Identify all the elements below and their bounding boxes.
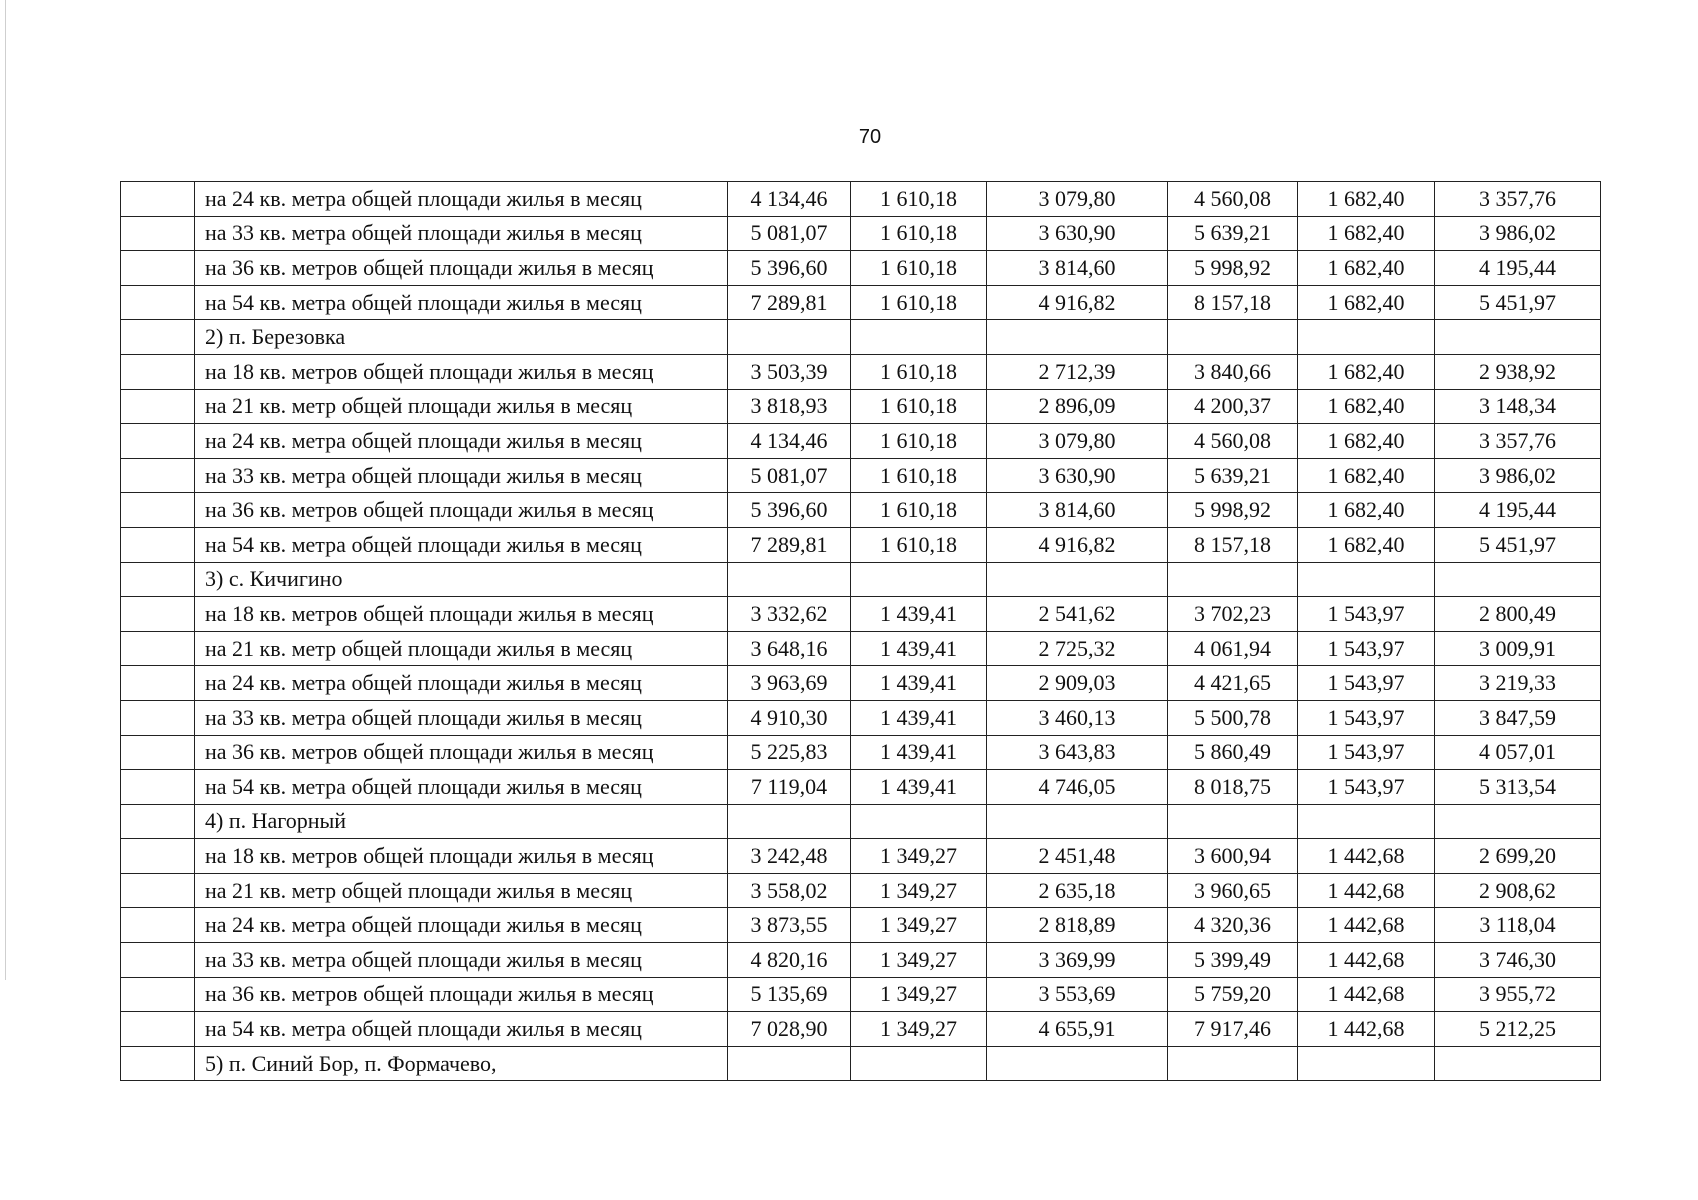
row-label: 3) с. Кичигино	[195, 562, 728, 597]
value-cell: 1 349,27	[851, 839, 987, 874]
value-cell: 3 986,02	[1435, 216, 1601, 251]
value-cell: 5 396,60	[728, 251, 851, 286]
value-cell: 2 896,09	[987, 389, 1168, 424]
value-cell	[1298, 320, 1435, 355]
row-number-cell	[121, 285, 195, 320]
value-cell	[1435, 1046, 1601, 1081]
row-label: на 21 кв. метр общей площади жилья в месяц	[195, 631, 728, 666]
value-cell: 2 800,49	[1435, 597, 1601, 632]
table-row	[121, 908, 1601, 943]
row-number-cell	[121, 320, 195, 355]
value-cell: 4 134,46	[728, 424, 851, 459]
value-cell: 1 682,40	[1298, 285, 1435, 320]
value-cell: 1 442,68	[1298, 839, 1435, 874]
value-cell: 3 553,69	[987, 977, 1168, 1012]
row-label: на 33 кв. метра общей площади жилья в месяц	[195, 458, 728, 493]
value-cell: 2 541,62	[987, 597, 1168, 632]
value-cell: 1 442,68	[1298, 873, 1435, 908]
value-cell: 7 028,90	[728, 1012, 851, 1047]
value-cell: 4 134,46	[728, 182, 851, 217]
row-number-cell	[121, 977, 195, 1012]
value-cell: 3 986,02	[1435, 458, 1601, 493]
table-row	[121, 216, 1601, 251]
value-cell: 1 439,41	[851, 666, 987, 701]
value-cell: 1 682,40	[1298, 182, 1435, 217]
value-cell: 5 639,21	[1168, 458, 1298, 493]
value-cell: 3 242,48	[728, 839, 851, 874]
value-cell: 5 212,25	[1435, 1012, 1601, 1047]
value-cell	[987, 562, 1168, 597]
tariff-table	[120, 181, 1601, 1081]
value-cell: 2 725,32	[987, 631, 1168, 666]
row-label: на 24 кв. метра общей площади жилья в месяц	[195, 182, 728, 217]
table-row	[121, 458, 1601, 493]
value-cell: 1 610,18	[851, 251, 987, 286]
table-row	[121, 700, 1601, 735]
value-cell: 7 289,81	[728, 285, 851, 320]
table-row	[121, 873, 1601, 908]
table-row	[121, 424, 1601, 459]
value-cell: 1 439,41	[851, 770, 987, 805]
value-cell: 3 648,16	[728, 631, 851, 666]
value-cell: 1 442,68	[1298, 1012, 1435, 1047]
value-cell: 3 955,72	[1435, 977, 1601, 1012]
value-cell: 5 396,60	[728, 493, 851, 528]
value-cell: 4 195,44	[1435, 493, 1601, 528]
value-cell	[851, 1046, 987, 1081]
value-cell: 3 148,34	[1435, 389, 1601, 424]
value-cell: 4 910,30	[728, 700, 851, 735]
row-label: 4) п. Нагорный	[195, 804, 728, 839]
value-cell: 3 702,23	[1168, 597, 1298, 632]
row-label: на 24 кв. метра общей площади жилья в месяц	[195, 424, 728, 459]
row-label: на 36 кв. метров общей площади жилья в месяц	[195, 493, 728, 528]
row-label: на 54 кв. метра общей площади жилья в месяц	[195, 285, 728, 320]
value-cell: 1 682,40	[1298, 458, 1435, 493]
row-number-cell	[121, 354, 195, 389]
value-cell: 2 818,89	[987, 908, 1168, 943]
value-cell: 2 635,18	[987, 873, 1168, 908]
value-cell: 5 451,97	[1435, 285, 1601, 320]
value-cell: 1 682,40	[1298, 424, 1435, 459]
row-label: 5) п. Синий Бор, п. Формачево,	[195, 1046, 728, 1081]
row-number-cell	[121, 562, 195, 597]
value-cell: 3 369,99	[987, 943, 1168, 978]
value-cell: 5 998,92	[1168, 493, 1298, 528]
row-label: на 36 кв. метров общей площади жилья в месяц	[195, 251, 728, 286]
table-row	[121, 597, 1601, 632]
value-cell: 1 543,97	[1298, 666, 1435, 701]
row-label: на 18 кв. метров общей площади жилья в месяц	[195, 354, 728, 389]
value-cell: 2 699,20	[1435, 839, 1601, 874]
row-number-cell	[121, 700, 195, 735]
row-label: на 33 кв. метра общей площади жилья в месяц	[195, 943, 728, 978]
value-cell: 3 630,90	[987, 216, 1168, 251]
value-cell: 2 909,03	[987, 666, 1168, 701]
value-cell: 8 018,75	[1168, 770, 1298, 805]
table-body	[121, 182, 1601, 1081]
value-cell: 4 746,05	[987, 770, 1168, 805]
table-row	[121, 631, 1601, 666]
value-cell: 1 349,27	[851, 908, 987, 943]
value-cell: 1 610,18	[851, 424, 987, 459]
value-cell: 1 610,18	[851, 493, 987, 528]
value-cell: 1 610,18	[851, 216, 987, 251]
row-label: на 21 кв. метр общей площади жилья в месяц	[195, 873, 728, 908]
value-cell: 3 840,66	[1168, 354, 1298, 389]
value-cell: 7 917,46	[1168, 1012, 1298, 1047]
row-label: на 33 кв. метра общей площади жилья в месяц	[195, 700, 728, 735]
value-cell	[728, 562, 851, 597]
value-cell: 1 610,18	[851, 389, 987, 424]
value-cell: 5 998,92	[1168, 251, 1298, 286]
value-cell: 4 057,01	[1435, 735, 1601, 770]
section-row	[121, 562, 1601, 597]
row-label: на 54 кв. метра общей площади жилья в месяц	[195, 527, 728, 562]
value-cell: 3 847,59	[1435, 700, 1601, 735]
value-cell: 1 543,97	[1298, 597, 1435, 632]
table-row	[121, 251, 1601, 286]
value-cell	[1298, 804, 1435, 839]
row-number-cell	[121, 389, 195, 424]
value-cell: 1 610,18	[851, 354, 987, 389]
row-label: на 24 кв. метра общей площади жилья в месяц	[195, 908, 728, 943]
value-cell: 3 963,69	[728, 666, 851, 701]
value-cell: 1 682,40	[1298, 251, 1435, 286]
section-row	[121, 320, 1601, 355]
table-row	[121, 285, 1601, 320]
table-row	[121, 527, 1601, 562]
row-number-cell	[121, 424, 195, 459]
value-cell	[728, 804, 851, 839]
value-cell: 1 349,27	[851, 873, 987, 908]
value-cell: 3 219,33	[1435, 666, 1601, 701]
table-row	[121, 977, 1601, 1012]
page-number: 70	[858, 126, 882, 148]
value-cell: 4 195,44	[1435, 251, 1601, 286]
value-cell: 1 682,40	[1298, 389, 1435, 424]
value-cell: 1 543,97	[1298, 631, 1435, 666]
value-cell: 3 558,02	[728, 873, 851, 908]
value-cell: 4 560,08	[1168, 424, 1298, 459]
value-cell: 5 860,49	[1168, 735, 1298, 770]
row-number-cell	[121, 493, 195, 528]
value-cell: 1 610,18	[851, 527, 987, 562]
row-number-cell	[121, 1046, 195, 1081]
row-number-cell	[121, 873, 195, 908]
value-cell	[728, 1046, 851, 1081]
table-row	[121, 735, 1601, 770]
row-label: на 54 кв. метра общей площади жилья в месяц	[195, 770, 728, 805]
value-cell: 3 118,04	[1435, 908, 1601, 943]
row-number-cell	[121, 735, 195, 770]
value-cell: 3 873,55	[728, 908, 851, 943]
value-cell	[1168, 804, 1298, 839]
value-cell: 5 451,97	[1435, 527, 1601, 562]
row-number-cell	[121, 458, 195, 493]
row-number-cell	[121, 839, 195, 874]
value-cell: 3 503,39	[728, 354, 851, 389]
value-cell: 4 916,82	[987, 527, 1168, 562]
value-cell: 5 313,54	[1435, 770, 1601, 805]
value-cell: 8 157,18	[1168, 527, 1298, 562]
value-cell: 1 439,41	[851, 631, 987, 666]
value-cell: 1 543,97	[1298, 770, 1435, 805]
value-cell: 3 357,76	[1435, 424, 1601, 459]
row-label: на 18 кв. метров общей площади жилья в месяц	[195, 597, 728, 632]
table-row	[121, 943, 1601, 978]
value-cell: 5 135,69	[728, 977, 851, 1012]
value-cell	[987, 804, 1168, 839]
value-cell: 3 818,93	[728, 389, 851, 424]
row-label: на 18 кв. метров общей площади жилья в месяц	[195, 839, 728, 874]
value-cell: 4 320,36	[1168, 908, 1298, 943]
value-cell	[728, 320, 851, 355]
value-cell	[1298, 562, 1435, 597]
value-cell: 1 682,40	[1298, 493, 1435, 528]
value-cell: 1 349,27	[851, 943, 987, 978]
value-cell	[851, 320, 987, 355]
row-label: на 24 кв. метра общей площади жилья в месяц	[195, 666, 728, 701]
value-cell	[851, 804, 987, 839]
value-cell	[1298, 1046, 1435, 1081]
table-row	[121, 182, 1601, 217]
row-label: на 21 кв. метр общей площади жилья в месяц	[195, 389, 728, 424]
row-number-cell	[121, 908, 195, 943]
value-cell: 5 639,21	[1168, 216, 1298, 251]
value-cell	[1435, 804, 1601, 839]
value-cell: 2 451,48	[987, 839, 1168, 874]
value-cell: 3 630,90	[987, 458, 1168, 493]
table-row	[121, 389, 1601, 424]
value-cell: 1 610,18	[851, 285, 987, 320]
value-cell: 1 439,41	[851, 597, 987, 632]
value-cell: 4 916,82	[987, 285, 1168, 320]
value-cell: 2 712,39	[987, 354, 1168, 389]
row-number-cell	[121, 943, 195, 978]
value-cell: 4 061,94	[1168, 631, 1298, 666]
row-label: на 54 кв. метра общей площади жилья в месяц	[195, 1012, 728, 1047]
value-cell: 1 682,40	[1298, 527, 1435, 562]
value-cell	[1435, 562, 1601, 597]
table-row	[121, 839, 1601, 874]
value-cell: 3 960,65	[1168, 873, 1298, 908]
value-cell	[987, 320, 1168, 355]
row-label: на 33 кв. метра общей площади жилья в месяц	[195, 216, 728, 251]
value-cell: 4 820,16	[728, 943, 851, 978]
value-cell: 1 349,27	[851, 977, 987, 1012]
value-cell: 5 081,07	[728, 216, 851, 251]
value-cell: 4 421,65	[1168, 666, 1298, 701]
value-cell	[1168, 320, 1298, 355]
value-cell: 1 439,41	[851, 700, 987, 735]
value-cell: 5 081,07	[728, 458, 851, 493]
value-cell: 3 079,80	[987, 424, 1168, 459]
row-number-cell	[121, 770, 195, 805]
value-cell: 4 655,91	[987, 1012, 1168, 1047]
value-cell: 3 079,80	[987, 182, 1168, 217]
row-number-cell	[121, 182, 195, 217]
value-cell: 5 399,49	[1168, 943, 1298, 978]
value-cell: 1 610,18	[851, 182, 987, 217]
row-number-cell	[121, 216, 195, 251]
value-cell: 3 460,13	[987, 700, 1168, 735]
row-number-cell	[121, 251, 195, 286]
row-number-cell	[121, 804, 195, 839]
value-cell	[1168, 562, 1298, 597]
value-cell: 4 560,08	[1168, 182, 1298, 217]
value-cell: 1 349,27	[851, 1012, 987, 1047]
table-row	[121, 770, 1601, 805]
value-cell: 1 682,40	[1298, 216, 1435, 251]
value-cell: 3 357,76	[1435, 182, 1601, 217]
value-cell: 1 682,40	[1298, 354, 1435, 389]
value-cell: 4 200,37	[1168, 389, 1298, 424]
value-cell: 2 908,62	[1435, 873, 1601, 908]
value-cell: 5 225,83	[728, 735, 851, 770]
value-cell: 5 500,78	[1168, 700, 1298, 735]
value-cell: 1 610,18	[851, 458, 987, 493]
row-number-cell	[121, 597, 195, 632]
value-cell: 2 938,92	[1435, 354, 1601, 389]
value-cell: 3 009,91	[1435, 631, 1601, 666]
value-cell	[987, 1046, 1168, 1081]
row-number-cell	[121, 666, 195, 701]
value-cell: 3 332,62	[728, 597, 851, 632]
value-cell: 8 157,18	[1168, 285, 1298, 320]
value-cell: 3 746,30	[1435, 943, 1601, 978]
value-cell: 1 442,68	[1298, 977, 1435, 1012]
value-cell: 5 759,20	[1168, 977, 1298, 1012]
row-label: на 36 кв. метров общей площади жилья в месяц	[195, 977, 728, 1012]
table-row	[121, 666, 1601, 701]
table-row	[121, 493, 1601, 528]
section-row	[121, 1046, 1601, 1081]
table-row	[121, 354, 1601, 389]
table-row	[121, 1012, 1601, 1047]
row-number-cell	[121, 1012, 195, 1047]
value-cell: 7 289,81	[728, 527, 851, 562]
row-label: на 36 кв. метров общей площади жилья в месяц	[195, 735, 728, 770]
section-row	[121, 804, 1601, 839]
value-cell	[1168, 1046, 1298, 1081]
value-cell: 3 600,94	[1168, 839, 1298, 874]
value-cell: 1 442,68	[1298, 943, 1435, 978]
value-cell	[1435, 320, 1601, 355]
value-cell: 3 814,60	[987, 251, 1168, 286]
value-cell: 1 543,97	[1298, 735, 1435, 770]
value-cell	[851, 562, 987, 597]
value-cell: 3 814,60	[987, 493, 1168, 528]
value-cell: 1 543,97	[1298, 700, 1435, 735]
value-cell: 3 643,83	[987, 735, 1168, 770]
value-cell: 7 119,04	[728, 770, 851, 805]
row-number-cell	[121, 527, 195, 562]
row-number-cell	[121, 631, 195, 666]
value-cell: 1 439,41	[851, 735, 987, 770]
row-label: 2) п. Березовка	[195, 320, 728, 355]
value-cell: 1 442,68	[1298, 908, 1435, 943]
